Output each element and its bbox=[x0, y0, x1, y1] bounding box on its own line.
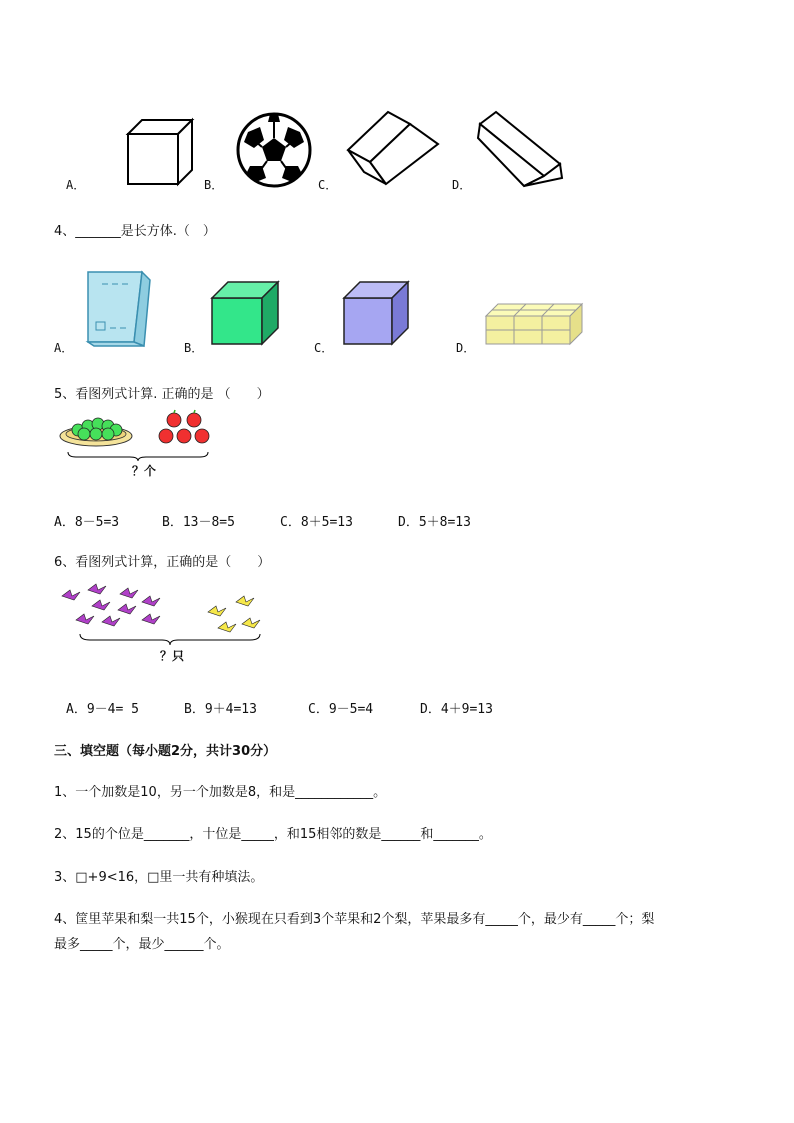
q5-option-d: D．5＋8=13 bbox=[398, 515, 471, 530]
blue-cube-icon bbox=[342, 280, 412, 346]
section-title: 三、填空题（每小题2分，共计30分） bbox=[54, 744, 277, 759]
q6-option-b: B．9＋4=13 bbox=[184, 702, 257, 717]
q4-option-b-label: B． bbox=[184, 341, 204, 355]
q5-brace bbox=[66, 450, 210, 462]
q4-option-c-label: C． bbox=[314, 341, 334, 355]
q6-option-a: A．9－4= 5 bbox=[66, 702, 139, 717]
purple-butterflies-icon bbox=[58, 584, 178, 632]
q6-brace bbox=[78, 632, 264, 646]
yellow-blocks-icon bbox=[484, 302, 586, 346]
fill-question-3: 3、□+9<16，□里一共有种填法。 bbox=[54, 870, 264, 885]
q5-brace-label: ？个 bbox=[132, 464, 157, 478]
q6-option-c: C．9－5=4 bbox=[308, 702, 374, 717]
green-cube-icon bbox=[210, 280, 280, 346]
q4-option-d-label: D． bbox=[456, 341, 476, 355]
q5-option-b: B．13－8=5 bbox=[162, 515, 235, 530]
q3-option-c-label: C． bbox=[318, 178, 338, 192]
red-apples-icon bbox=[156, 410, 218, 446]
fill-question-4-line1: 4、筐里苹果和梨一共15个，小猴现在只看到3个苹果和2个梨，苹果最多有_____个，最少有_____个；梨 bbox=[54, 912, 655, 927]
q6-question: 6、看图列式计算，正确的是（ ） bbox=[54, 555, 271, 570]
q4-question: 4、_______是长方体.（ ） bbox=[54, 224, 216, 239]
q3-option-b-label: B． bbox=[204, 178, 224, 192]
fill-question-1: 1、一个加数是10，另一个加数是8，和是____________。 bbox=[54, 785, 387, 800]
soccer-ball-icon bbox=[234, 110, 314, 190]
q6-option-d: D．4＋9=13 bbox=[420, 702, 493, 717]
q6-brace-label: ？只 bbox=[160, 649, 185, 663]
cuboid-outline-icon bbox=[474, 106, 570, 190]
q4-option-a-label: A． bbox=[54, 341, 74, 355]
q3-option-a-label: A． bbox=[66, 178, 86, 192]
q3-option-d-label: D． bbox=[452, 178, 472, 192]
q5-option-c: C．8＋5=13 bbox=[280, 515, 353, 530]
apple-plate-icon bbox=[58, 414, 134, 448]
tilted-cube-outline-icon bbox=[344, 104, 444, 188]
fill-question-2: 2、15的个位是_______，十位是_____，和15相邻的数是______和_______。 bbox=[54, 827, 492, 842]
q5-option-a: A．8－5=3 bbox=[54, 515, 120, 530]
cube-outline-icon bbox=[118, 114, 198, 188]
book-cuboid-icon bbox=[84, 270, 154, 346]
q5-question: 5、看图列式计算. 正确的是 （ ） bbox=[54, 387, 270, 402]
fill-question-4-line2: 最多_____个，最少______个。 bbox=[54, 937, 230, 952]
